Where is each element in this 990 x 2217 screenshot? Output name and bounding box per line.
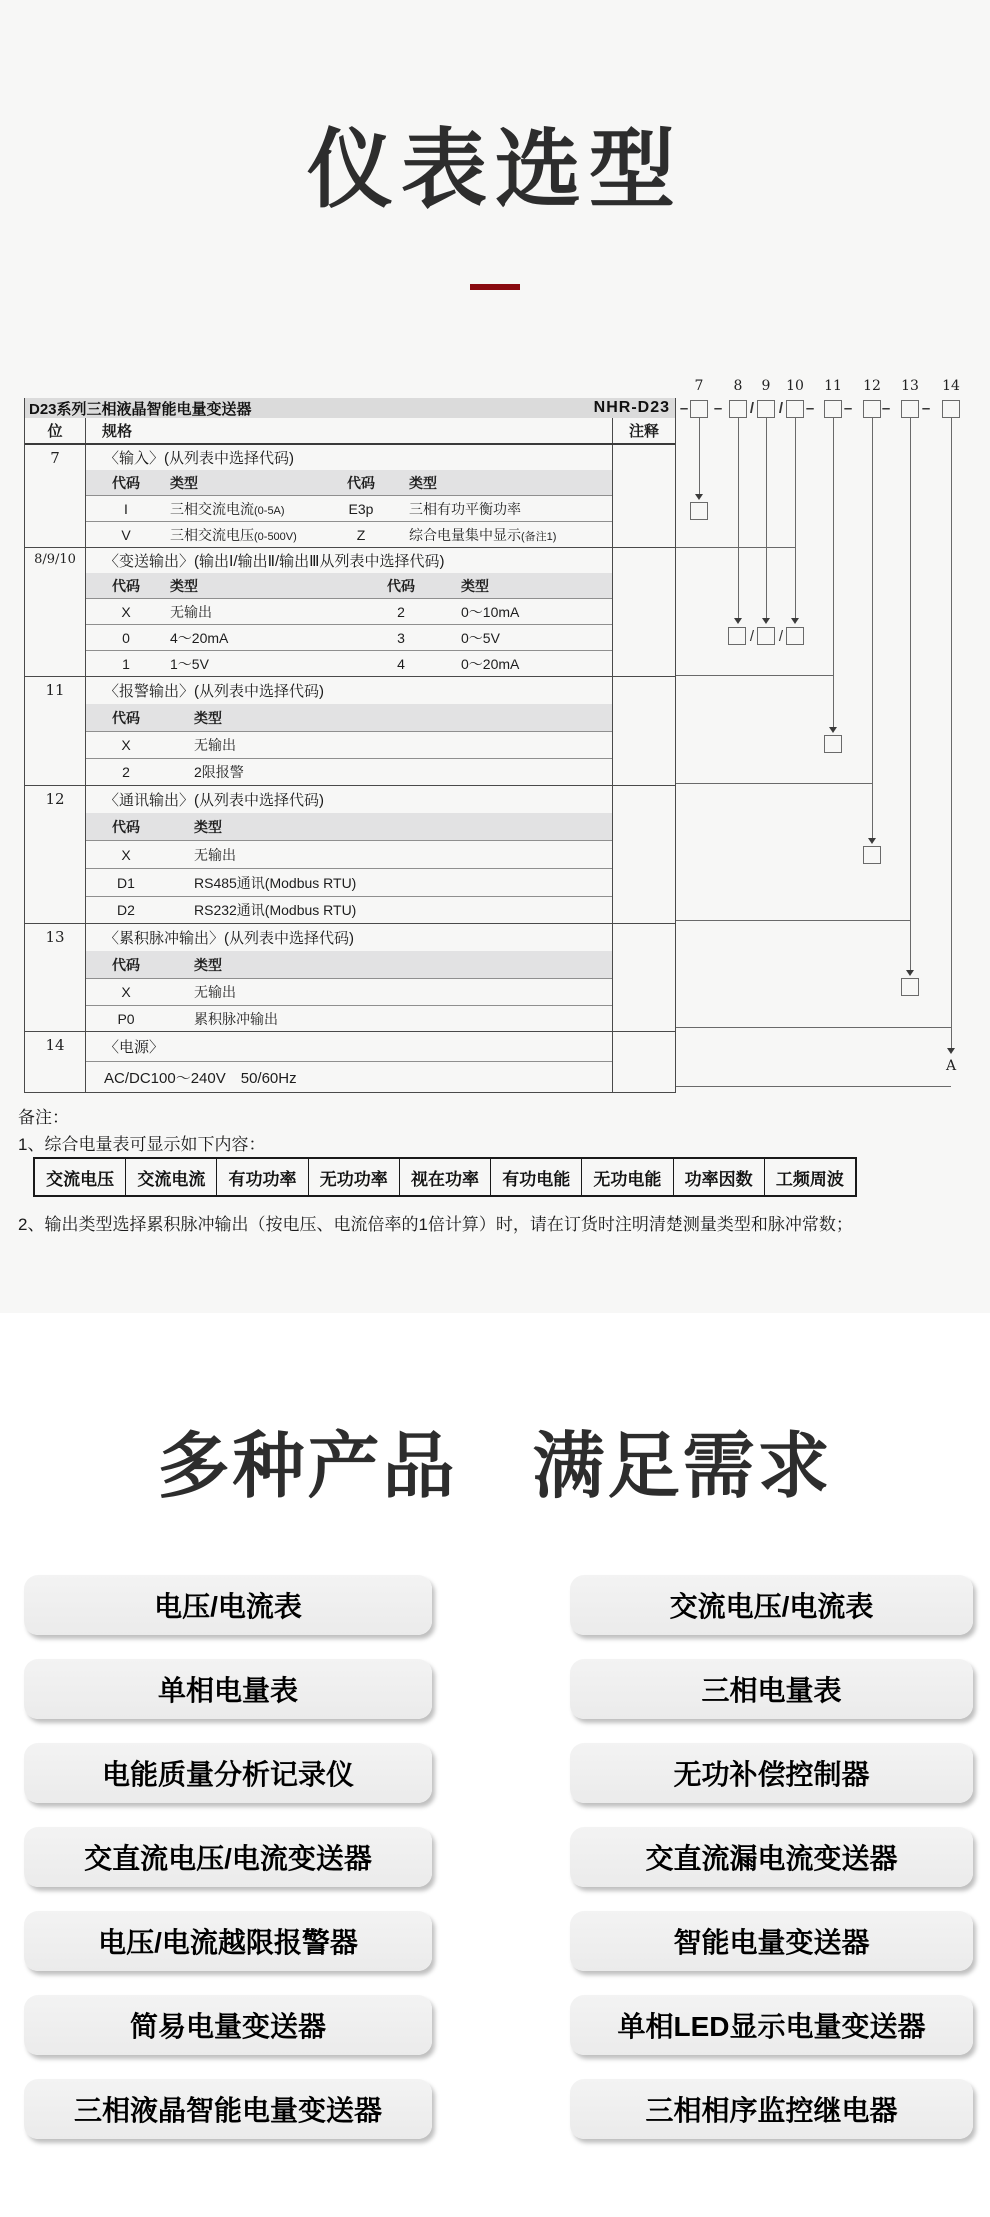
table-section-power	[25, 1031, 675, 1092]
code-box-7	[690, 400, 708, 418]
extension-line	[676, 783, 872, 784]
note-cell	[613, 445, 675, 547]
type-label: 类型	[194, 956, 222, 973]
extension-line	[676, 1027, 951, 1028]
type-text: 三相交流电流	[170, 500, 254, 517]
note-cell	[613, 1032, 675, 1092]
code-separator: –	[921, 400, 931, 417]
section-title: 〈通讯输出〉(从列表中选择代码)	[104, 792, 324, 809]
code-separator: –	[843, 400, 853, 417]
connector-line-12	[872, 418, 873, 838]
code-type-header	[86, 573, 612, 598]
code-label: 代码	[112, 709, 140, 726]
code-cell: 4	[397, 655, 405, 672]
note-cell	[613, 786, 675, 923]
type-cell	[166, 499, 321, 519]
type-label: 类型	[170, 474, 198, 491]
digit-label-13: 13	[901, 378, 919, 394]
code-cell: X	[121, 846, 131, 863]
code-separator: –	[805, 400, 815, 417]
display-item: 视在功率	[400, 1159, 491, 1195]
connector-line-9	[766, 418, 767, 618]
type-cell: 无输出	[194, 737, 236, 753]
table-row	[86, 868, 612, 896]
digit-label-14: 14	[942, 378, 960, 394]
product-button[interactable]: 三相液晶智能电量变送器	[24, 2079, 432, 2139]
product-button[interactable]: 三相电量表	[570, 1659, 973, 1719]
section-pos: 13	[25, 924, 86, 1031]
connector-line-11	[833, 418, 834, 727]
code-cell: 3	[397, 629, 405, 646]
table-section-pulse-output	[25, 923, 675, 1031]
answer-box-8	[728, 627, 746, 645]
note-2: 2、输出类型选择累积脉冲输出（按电压、电流倍率的1倍计算）时，请在订货时注明清楚测量类型和脉冲常数；	[18, 1215, 853, 1234]
connector-line-8	[738, 418, 739, 618]
connector-line-13	[910, 418, 911, 970]
product-button[interactable]: 电压/电流表	[24, 1575, 432, 1635]
model-table-header	[25, 398, 675, 418]
display-item: 工频周波	[775, 1169, 844, 1189]
answer-box-11	[824, 735, 842, 753]
digit-label-10: 10	[786, 378, 804, 394]
section-pos: 11	[25, 677, 86, 785]
product-button[interactable]: 交流电压/电流表	[570, 1575, 973, 1635]
display-items-table	[33, 1157, 857, 1197]
type-cell	[401, 499, 612, 519]
arrow-down-icon	[868, 838, 876, 844]
table-row	[86, 840, 612, 868]
code-cell: X	[121, 984, 131, 1000]
table-row	[86, 1005, 612, 1031]
digit-label-8: 8	[733, 378, 743, 394]
notes-label: 备注：	[18, 1108, 69, 1127]
type-label: 类型	[170, 577, 198, 594]
arrow-down-icon	[947, 1048, 955, 1054]
section-title: 〈电源〉	[86, 1032, 612, 1062]
note-cell	[613, 548, 675, 676]
section-title: 〈报警输出〉(从列表中选择代码)	[104, 683, 324, 700]
model-selection-table	[24, 398, 676, 1093]
display-item: 有功功率	[217, 1159, 308, 1195]
answer-box-9	[757, 627, 775, 645]
type-cell: RS485通讯(Modbus RTU)	[194, 874, 357, 891]
product-series-name: D23系列三相液晶智能电量变送器	[29, 400, 252, 418]
title-underline	[470, 284, 520, 290]
digit-label-11: 11	[824, 378, 842, 394]
type-text: 综合电量集中显示	[409, 526, 521, 543]
code-cell: V	[121, 526, 131, 543]
arrow-down-icon	[695, 494, 703, 500]
connector-line-14	[951, 418, 952, 1048]
product-button[interactable]: 电压/电流越限报警器	[24, 1911, 432, 1971]
display-item: 交流电流	[126, 1159, 217, 1195]
arrow-down-icon	[734, 618, 742, 624]
display-item: 交流电压	[35, 1159, 126, 1195]
section-title: 〈变送输出〉(输出Ⅰ/输出Ⅱ/输出Ⅲ从列表中选择代码)	[104, 553, 445, 570]
type-text: 三相交流电压	[170, 526, 254, 543]
code-box-8	[729, 400, 747, 418]
code-cell: D1	[117, 874, 135, 891]
answer-box-13	[901, 978, 919, 996]
digit-label-12: 12	[863, 378, 881, 394]
code-label: 代码	[112, 577, 140, 594]
slash-separator: /	[778, 628, 784, 645]
code-cell: E3p	[348, 500, 374, 517]
column-header-row	[25, 418, 675, 445]
model-code: NHR-D23	[593, 399, 670, 416]
connector-line-7	[699, 418, 700, 494]
table-row	[86, 624, 612, 650]
type-cell: 0～10mA	[461, 603, 520, 620]
code-separator: –	[679, 400, 689, 417]
code-box-14	[942, 400, 960, 418]
note-cell	[613, 924, 675, 1031]
extension-line	[676, 547, 795, 548]
type-cell: RS232通讯(Modbus RTU)	[194, 902, 357, 918]
column-header-note: 注释	[628, 423, 659, 440]
extension-line	[676, 1086, 951, 1087]
arrow-down-icon	[762, 618, 770, 624]
product-button[interactable]: 简易电量变送器	[24, 1995, 432, 2055]
section-title: 〈输入〉(从列表中选择代码)	[104, 450, 294, 467]
type-suffix: (备注1)	[521, 530, 557, 543]
code-label: 代码	[112, 474, 140, 491]
type-cell	[166, 525, 321, 545]
code-type-header	[86, 470, 612, 495]
code-separator: /	[778, 400, 784, 417]
slash-separator: /	[749, 628, 755, 645]
code-cell: 1	[122, 655, 130, 672]
table-section-alarm-output	[25, 676, 675, 785]
type-suffix: (0-5A)	[254, 504, 285, 517]
code-type-header	[86, 951, 612, 978]
table-row	[86, 896, 612, 923]
page-title: 仪表选型	[307, 122, 683, 218]
product-button[interactable]: 交直流电压/电流变送器	[24, 1827, 432, 1887]
arrow-down-icon	[791, 618, 799, 624]
display-item: 无功电能	[582, 1159, 673, 1195]
code-type-header	[86, 813, 612, 840]
column-header-spec: 规格	[86, 418, 613, 443]
table-section-comm-output	[25, 785, 675, 923]
type-cell	[401, 525, 612, 545]
extension-line	[676, 920, 910, 921]
code-cell: P0	[117, 1010, 135, 1027]
type-cell: 1～5V	[170, 655, 209, 672]
code-label: 代码	[112, 956, 140, 973]
type-label: 类型	[461, 577, 489, 594]
digit-label-7: 7	[694, 378, 704, 394]
section-pos: 7	[25, 445, 86, 547]
section-pos: 12	[25, 786, 86, 923]
answer-box-12	[863, 846, 881, 864]
code-separator: –	[713, 400, 723, 417]
code-cell: X	[121, 603, 131, 620]
type-label: 类型	[194, 818, 222, 835]
code-cell: X	[121, 737, 131, 753]
code-box-11	[824, 400, 842, 418]
type-cell: 0～20mA	[461, 655, 520, 672]
type-label: 类型	[194, 709, 222, 726]
type-label: 类型	[409, 474, 437, 491]
type-cell: 4～20mA	[170, 629, 229, 646]
product-button[interactable]: 智能电量变送器	[570, 1911, 973, 1971]
section-pos: 8/9/10	[25, 548, 86, 676]
code-cell: D2	[117, 902, 135, 918]
arrow-down-icon	[829, 727, 837, 733]
power-spec: AC/DC100～240V 50/60Hz	[104, 1069, 297, 1087]
type-cell: 无输出	[170, 603, 212, 620]
type-suffix: (0-500V)	[254, 530, 297, 543]
products-section-title: 多种产品 满足需求	[157, 1427, 833, 1507]
table-section-transmit-output	[25, 547, 675, 676]
table-row	[86, 521, 612, 547]
note-cell	[613, 677, 675, 785]
display-item: 功率因数	[674, 1159, 765, 1195]
connector-line-10	[795, 418, 796, 618]
code-cell: Z	[356, 526, 366, 543]
table-row	[86, 758, 612, 785]
type-text: 三相有功平衡功率	[409, 500, 521, 517]
digit-label-9: 9	[761, 378, 771, 394]
table-row	[86, 978, 612, 1005]
answer-box-7	[690, 502, 708, 520]
section-title: 〈累积脉冲输出〉(从列表中选择代码)	[104, 930, 354, 947]
code-label: 代码	[112, 818, 140, 835]
code-label: 代码	[387, 577, 415, 594]
code-box-9	[757, 400, 775, 418]
table-section-input	[25, 445, 675, 547]
table-row	[86, 650, 612, 676]
type-cell: 0～5V	[461, 629, 500, 646]
note-1: 1、综合电量表可显示如下内容：	[18, 1135, 266, 1154]
display-item: 无功功率	[309, 1159, 400, 1195]
product-button[interactable]: 无功补偿控制器	[570, 1743, 973, 1803]
table-row	[86, 598, 612, 624]
code-box-12	[863, 400, 881, 418]
type-cell: 累积脉冲输出	[194, 1010, 278, 1027]
section-pos: 14	[25, 1032, 86, 1092]
product-button[interactable]: 三相相序监控继电器	[570, 2079, 973, 2139]
code-separator: –	[881, 400, 891, 417]
type-cell: 无输出	[194, 846, 236, 863]
code-box-10	[786, 400, 804, 418]
arrow-down-icon	[906, 970, 914, 976]
code-cell: 2	[397, 603, 405, 620]
code-cell: 2	[122, 764, 130, 780]
code-box-13	[901, 400, 919, 418]
display-item: 有功电能	[491, 1159, 582, 1195]
answer-box-10	[786, 627, 804, 645]
code-separator: /	[749, 400, 755, 417]
code-cell: 0	[122, 629, 130, 646]
arrow-end-label: A	[945, 1058, 957, 1074]
product-button[interactable]: 单相电量表	[24, 1659, 432, 1719]
code-cell: I	[124, 500, 128, 517]
product-button[interactable]: 电能质量分析记录仪	[24, 1743, 432, 1803]
product-button[interactable]: 交直流漏电流变送器	[570, 1827, 973, 1887]
code-label: 代码	[347, 474, 375, 491]
table-row	[86, 495, 612, 521]
type-cell: 2限报警	[194, 764, 244, 780]
column-header-pos: 位	[25, 418, 86, 443]
code-type-header	[86, 704, 612, 731]
table-row	[86, 731, 612, 758]
product-button[interactable]: 单相LED显示电量变送器	[570, 1995, 973, 2055]
type-cell: 无输出	[194, 984, 236, 1000]
extension-line	[676, 675, 833, 676]
